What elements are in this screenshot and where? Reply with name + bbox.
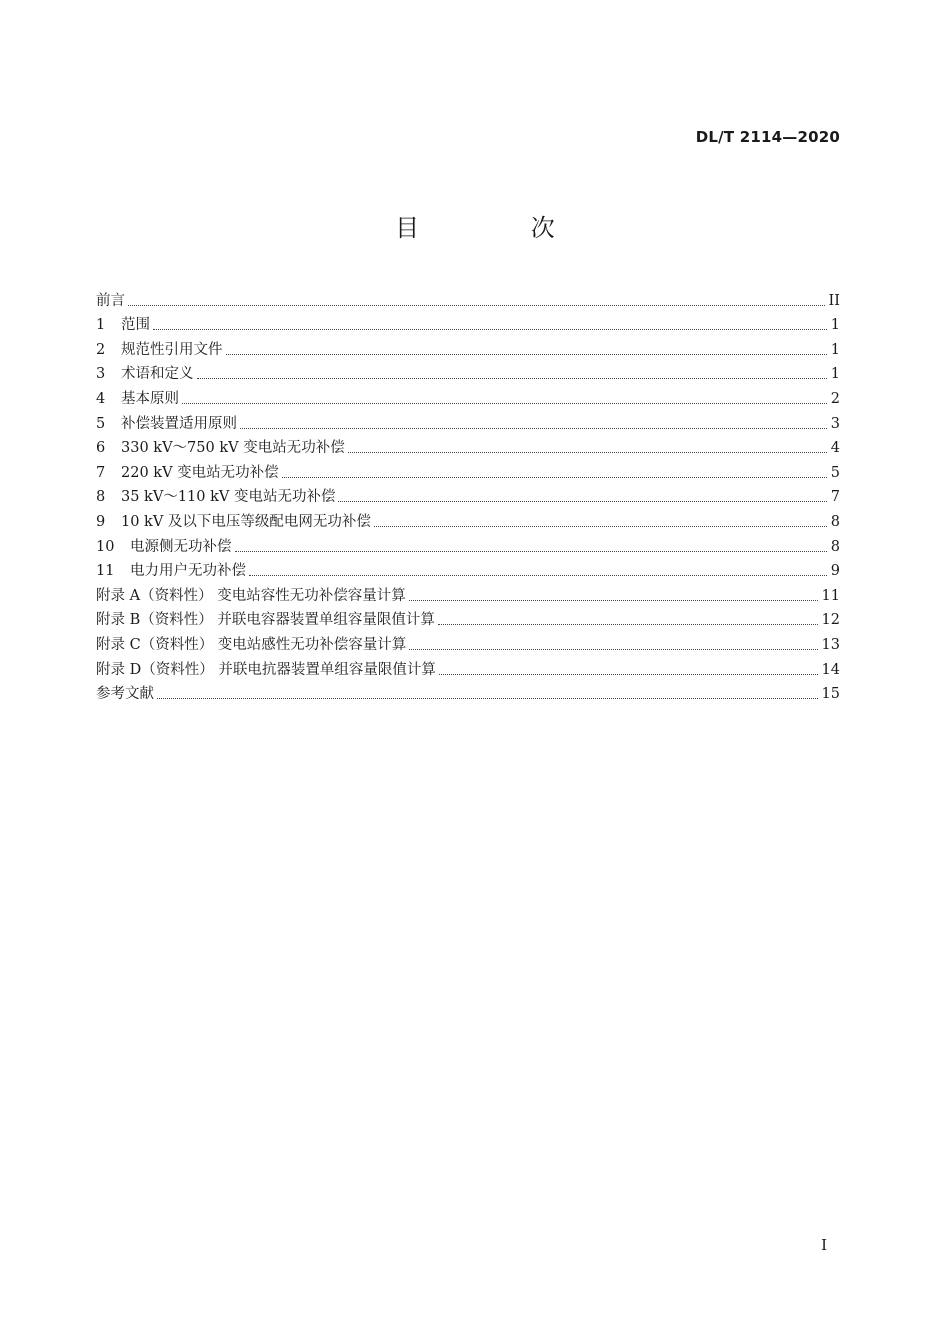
toc-entry-number: 9 xyxy=(96,513,106,530)
toc-entry[interactable] xyxy=(96,606,840,631)
toc-leader-dots xyxy=(374,526,827,527)
toc-leader-dots xyxy=(157,698,818,699)
toc-entry-label: 8 35 kV～110 kV 变电站无功补偿 xyxy=(96,489,336,506)
toc-leader-dots xyxy=(409,600,818,601)
toc-entry-page: 2 xyxy=(830,390,840,407)
toc-entry[interactable] xyxy=(96,458,840,483)
toc-entry[interactable] xyxy=(96,557,840,582)
toc-entry-label: 1 范围 xyxy=(96,317,150,334)
document-code: DL/T 2114—2020 xyxy=(695,128,840,146)
toc-entry-page: 14 xyxy=(821,661,840,678)
toc-leader-dots xyxy=(438,624,818,625)
toc-leader-dots xyxy=(197,378,827,379)
toc-entry-label: 参考文献 xyxy=(96,686,154,703)
toc-entry-page: 5 xyxy=(830,464,840,481)
toc-entry-number: 3 xyxy=(96,366,106,383)
toc-entry-page: 1 xyxy=(830,366,840,383)
toc-leader-dots xyxy=(338,501,826,502)
toc-entry[interactable] xyxy=(96,507,840,532)
toc-entry[interactable] xyxy=(96,655,840,680)
table-of-contents xyxy=(96,286,840,704)
toc-entry-label: 附录 B（资料性） 并联电容器装置单组容量限值计算 xyxy=(96,612,435,629)
toc-entry-number: 6 xyxy=(96,440,106,457)
toc-entry[interactable] xyxy=(96,680,840,705)
toc-entry[interactable] xyxy=(96,434,840,459)
toc-leader-dots xyxy=(182,403,827,404)
toc-entry-label: 9 10 kV 及以下电压等级配电网无功补偿 xyxy=(96,513,371,530)
toc-entry-number: 7 xyxy=(96,464,106,481)
toc-entry-label: 3 术语和定义 xyxy=(96,366,194,383)
toc-entry-label: 4 基本原则 xyxy=(96,390,179,407)
toc-entry-label: 附录 C（资料性） 变电站感性无功补偿容量计算 xyxy=(96,636,407,653)
toc-entry-number: 4 xyxy=(96,390,106,407)
toc-entry-page: 8 xyxy=(830,513,840,530)
toc-leader-dots xyxy=(439,674,818,675)
toc-leader-dots xyxy=(235,551,827,552)
toc-leader-dots xyxy=(249,575,827,576)
toc-entry-page: 8 xyxy=(830,538,840,555)
toc-entry-label: 11 电力用户无功补偿 xyxy=(96,563,246,580)
toc-leader-dots xyxy=(240,428,827,429)
toc-entry-page: 3 xyxy=(830,415,840,432)
toc-entry-page: 15 xyxy=(821,686,840,703)
toc-leader-dots xyxy=(153,329,827,330)
toc-entry[interactable] xyxy=(96,581,840,606)
toc-leader-dots xyxy=(282,477,827,478)
toc-entry-label: 6 330 kV～750 kV 变电站无功补偿 xyxy=(96,440,345,457)
toc-leader-dots xyxy=(348,452,827,453)
toc-entry-number: 1 xyxy=(96,317,106,334)
toc-entry[interactable] xyxy=(96,335,840,360)
toc-entry-label: 7 220 kV 变电站无功补偿 xyxy=(96,464,279,481)
toc-entry-label: 10 电源侧无功补偿 xyxy=(96,538,232,555)
toc-entry-page: 13 xyxy=(821,636,840,653)
toc-entry-label: 2 规范性引用文件 xyxy=(96,341,223,358)
toc-entry-label: 5 补偿装置适用原则 xyxy=(96,415,237,432)
toc-entry-page: 4 xyxy=(830,440,840,457)
toc-entry-number: 10 xyxy=(96,538,115,555)
toc-leader-dots xyxy=(409,649,817,650)
toc-entry-page: II xyxy=(828,292,840,309)
toc-entry-page: 11 xyxy=(821,587,840,604)
toc-entry[interactable] xyxy=(96,286,840,311)
toc-entry[interactable] xyxy=(96,532,840,557)
toc-entry-page: 9 xyxy=(830,563,840,580)
toc-entry-label: 附录 D（资料性） 并联电抗器装置单组容量限值计算 xyxy=(96,661,436,678)
toc-entry[interactable] xyxy=(96,384,840,409)
toc-entry-page: 1 xyxy=(830,317,840,334)
toc-entry-label: 附录 A（资料性） 变电站容性无功补偿容量计算 xyxy=(96,587,406,604)
toc-leader-dots xyxy=(128,305,825,306)
toc-leader-dots xyxy=(226,354,827,355)
toc-title: 目 次 xyxy=(395,214,607,242)
page-number: I xyxy=(821,1236,827,1254)
toc-entry-page: 7 xyxy=(830,489,840,506)
toc-entry[interactable] xyxy=(96,360,840,385)
toc-entry-page: 12 xyxy=(821,612,840,629)
toc-entry[interactable] xyxy=(96,483,840,508)
toc-entry-page: 1 xyxy=(830,341,840,358)
toc-entry-number: 8 xyxy=(96,489,106,506)
toc-entry[interactable] xyxy=(96,311,840,336)
toc-entry[interactable] xyxy=(96,630,840,655)
toc-entry-number: 5 xyxy=(96,415,106,432)
toc-entry[interactable] xyxy=(96,409,840,434)
toc-entry-number: 11 xyxy=(96,563,115,580)
toc-entry-label: 前言 xyxy=(96,292,125,309)
toc-entry-number: 2 xyxy=(96,341,106,358)
